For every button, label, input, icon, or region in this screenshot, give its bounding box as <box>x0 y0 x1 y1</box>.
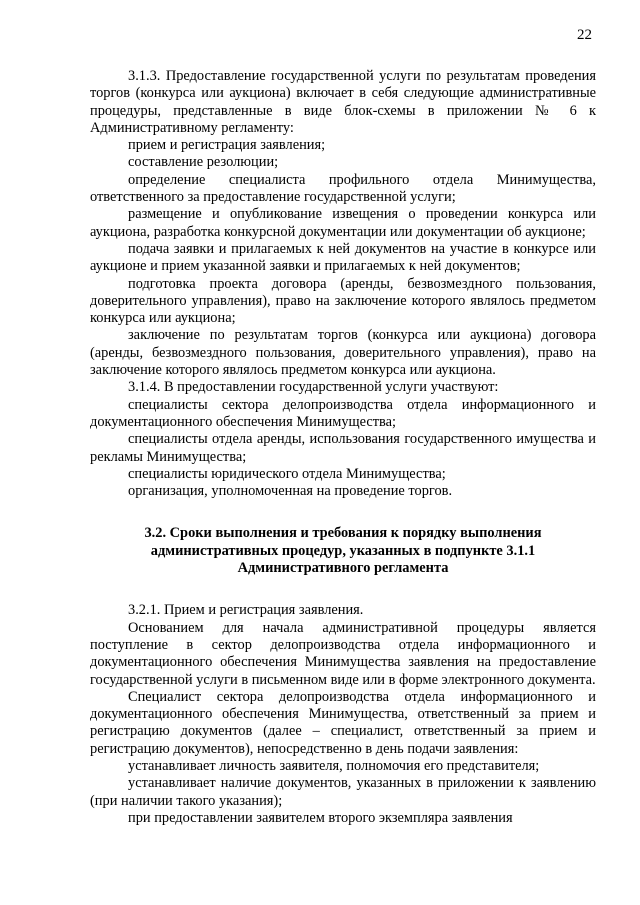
paragraph: размещение и опубликование извещения о проведении конкурса или аукциона, разработка конкурсной документации или документации об аукционе; <box>90 206 596 240</box>
paragraph: устанавливает наличие документов, указанных в приложении к заявлению (при наличии такого указания); <box>90 775 596 809</box>
document-body <box>90 68 596 827</box>
paragraph: Специалист сектора делопроизводства отдела информационного и документационного обеспечения Минимущества, ответственный за прием и регистрацию документов (далее – специалист, ответственный за прием и регистрацию документов), непосредственно в день подачи заявления: <box>90 688 596 757</box>
paragraph: устанавливает личность заявителя, полномочия его представителя; <box>128 757 540 774</box>
paragraph: заключение по результатам торгов (конкурса или аукциона) договора (аренды, безвозмездного пользования, доверительного управления), право на заключение которого являлось предметом конкурса или аукциона. <box>90 327 596 379</box>
paragraph: 3.1.3. Предоставление государственной услуги по результатам проведения торгов (конкурса или аукциона) включает в себя следующие административные процедуры, представленные в виде блок-схемы в приложении № 6 к Административному регламенту: <box>90 68 596 136</box>
paragraph: определение специалиста профильного отдела Минимущества, ответственного за предоставление государственной услуги; <box>90 171 596 206</box>
page-number: 22 <box>577 27 592 43</box>
paragraph: специалисты отдела аренды, использования государственного имущества и рекламы Минимущества; <box>90 431 596 465</box>
paragraph: подготовка проекта договора (аренды, безвозмездного пользования, доверительного управления), право на заключение которого являлось предметом конкурса или аукциона; <box>90 275 596 327</box>
paragraph: специалисты сектора делопроизводства отдела информационного и документационного обеспечения Минимущества; <box>90 396 596 430</box>
paragraph: составление резолюции; <box>128 154 279 171</box>
paragraph: 3.1.4. В предоставлении государственной услуги участвуют: <box>128 379 499 396</box>
paragraph: организация, уполномоченная на проведение торгов. <box>128 483 453 500</box>
paragraph: специалисты юридического отдела Минимущества; <box>128 465 446 482</box>
paragraph: 3.2.1. Прием и регистрация заявления. <box>128 602 364 619</box>
trailing-line: при предоставлении заявителем второго экземпляра заявления <box>128 809 513 826</box>
paragraph: прием и регистрация заявления; <box>128 137 326 154</box>
paragraph: подача заявки и прилагаемых к ней документов на участие в конкурсе или аукционе и прием указанной заявки и прилагаемых к ней документов; <box>90 240 596 275</box>
section-heading: 3.2. Сроки выполнения и требования к порядку выполнения административных процедур, указанных в подпункте 3.1.1 Административного регламента <box>144 525 542 577</box>
paragraph: Основанием для начала административной процедуры является поступление в сектор делопроизводства отдела информационного и документационного обеспечения Минимущества заявления на предоставление государственной услуги в письменном виде или в форме электронного документа. <box>90 619 596 688</box>
